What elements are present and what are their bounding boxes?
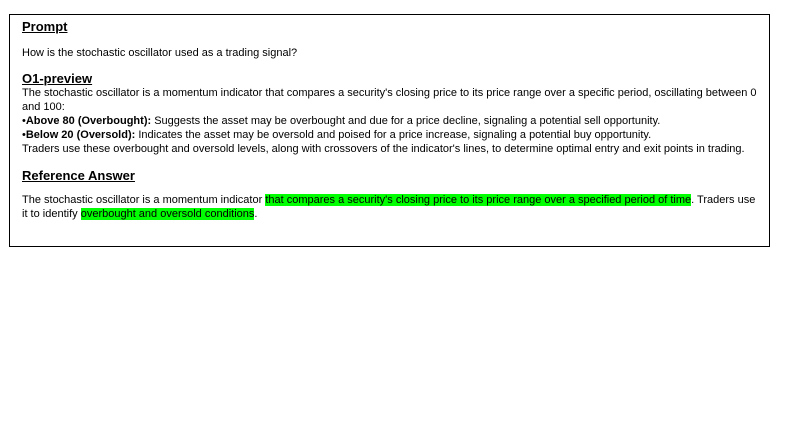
reference-text-part: The stochastic oscillator is a momentum indicator	[22, 194, 266, 206]
reference-heading: Reference Answer	[22, 168, 135, 183]
prompt-question: How is the stochastic oscillator used as a trading signal?	[22, 47, 298, 59]
prompt-heading: Prompt	[22, 19, 68, 34]
o1-preview-heading: O1-preview	[22, 71, 93, 86]
reference-highlight-1: that compares a security's closing price to its price range over a specified period of time	[265, 194, 692, 206]
bullet-marker: •	[22, 115, 26, 127]
bullet-text-overbought: Suggests the asset may be overbought and due for a price decline, signaling a potential sell opportunity.	[151, 115, 661, 127]
reference-text-part: .	[254, 208, 258, 220]
reference-answer	[22, 193, 757, 221]
o1-preview-conclusion: Traders use these overbought and oversold levels, along with crossovers of the indicator's lines, to determine optimal entry and exit points in trading.	[22, 143, 745, 155]
bullet-label-overbought: Above 80 (Overbought):	[25, 115, 152, 127]
bullet-text-oversold: Indicates the asset may be oversold and poised for a price increase, signaling a potential buy opportunity.	[135, 129, 652, 141]
o1-preview-intro: The stochastic oscillator is a momentum indicator that compares a security's closing price to its price range over a specific period, oscillating between 0 and 100:	[22, 87, 757, 113]
reference-highlight-2: overbought and oversold conditions	[80, 208, 255, 220]
bullet-oversold	[22, 128, 757, 142]
bullet-overbought	[22, 114, 757, 128]
o1-preview-answer	[22, 86, 757, 156]
comparison-card	[9, 14, 770, 247]
bullet-label-oversold: Below 20 (Oversold):	[25, 129, 136, 141]
bullet-marker: •	[22, 129, 26, 141]
reference-text-part: . Traders use it to identify	[22, 194, 756, 220]
